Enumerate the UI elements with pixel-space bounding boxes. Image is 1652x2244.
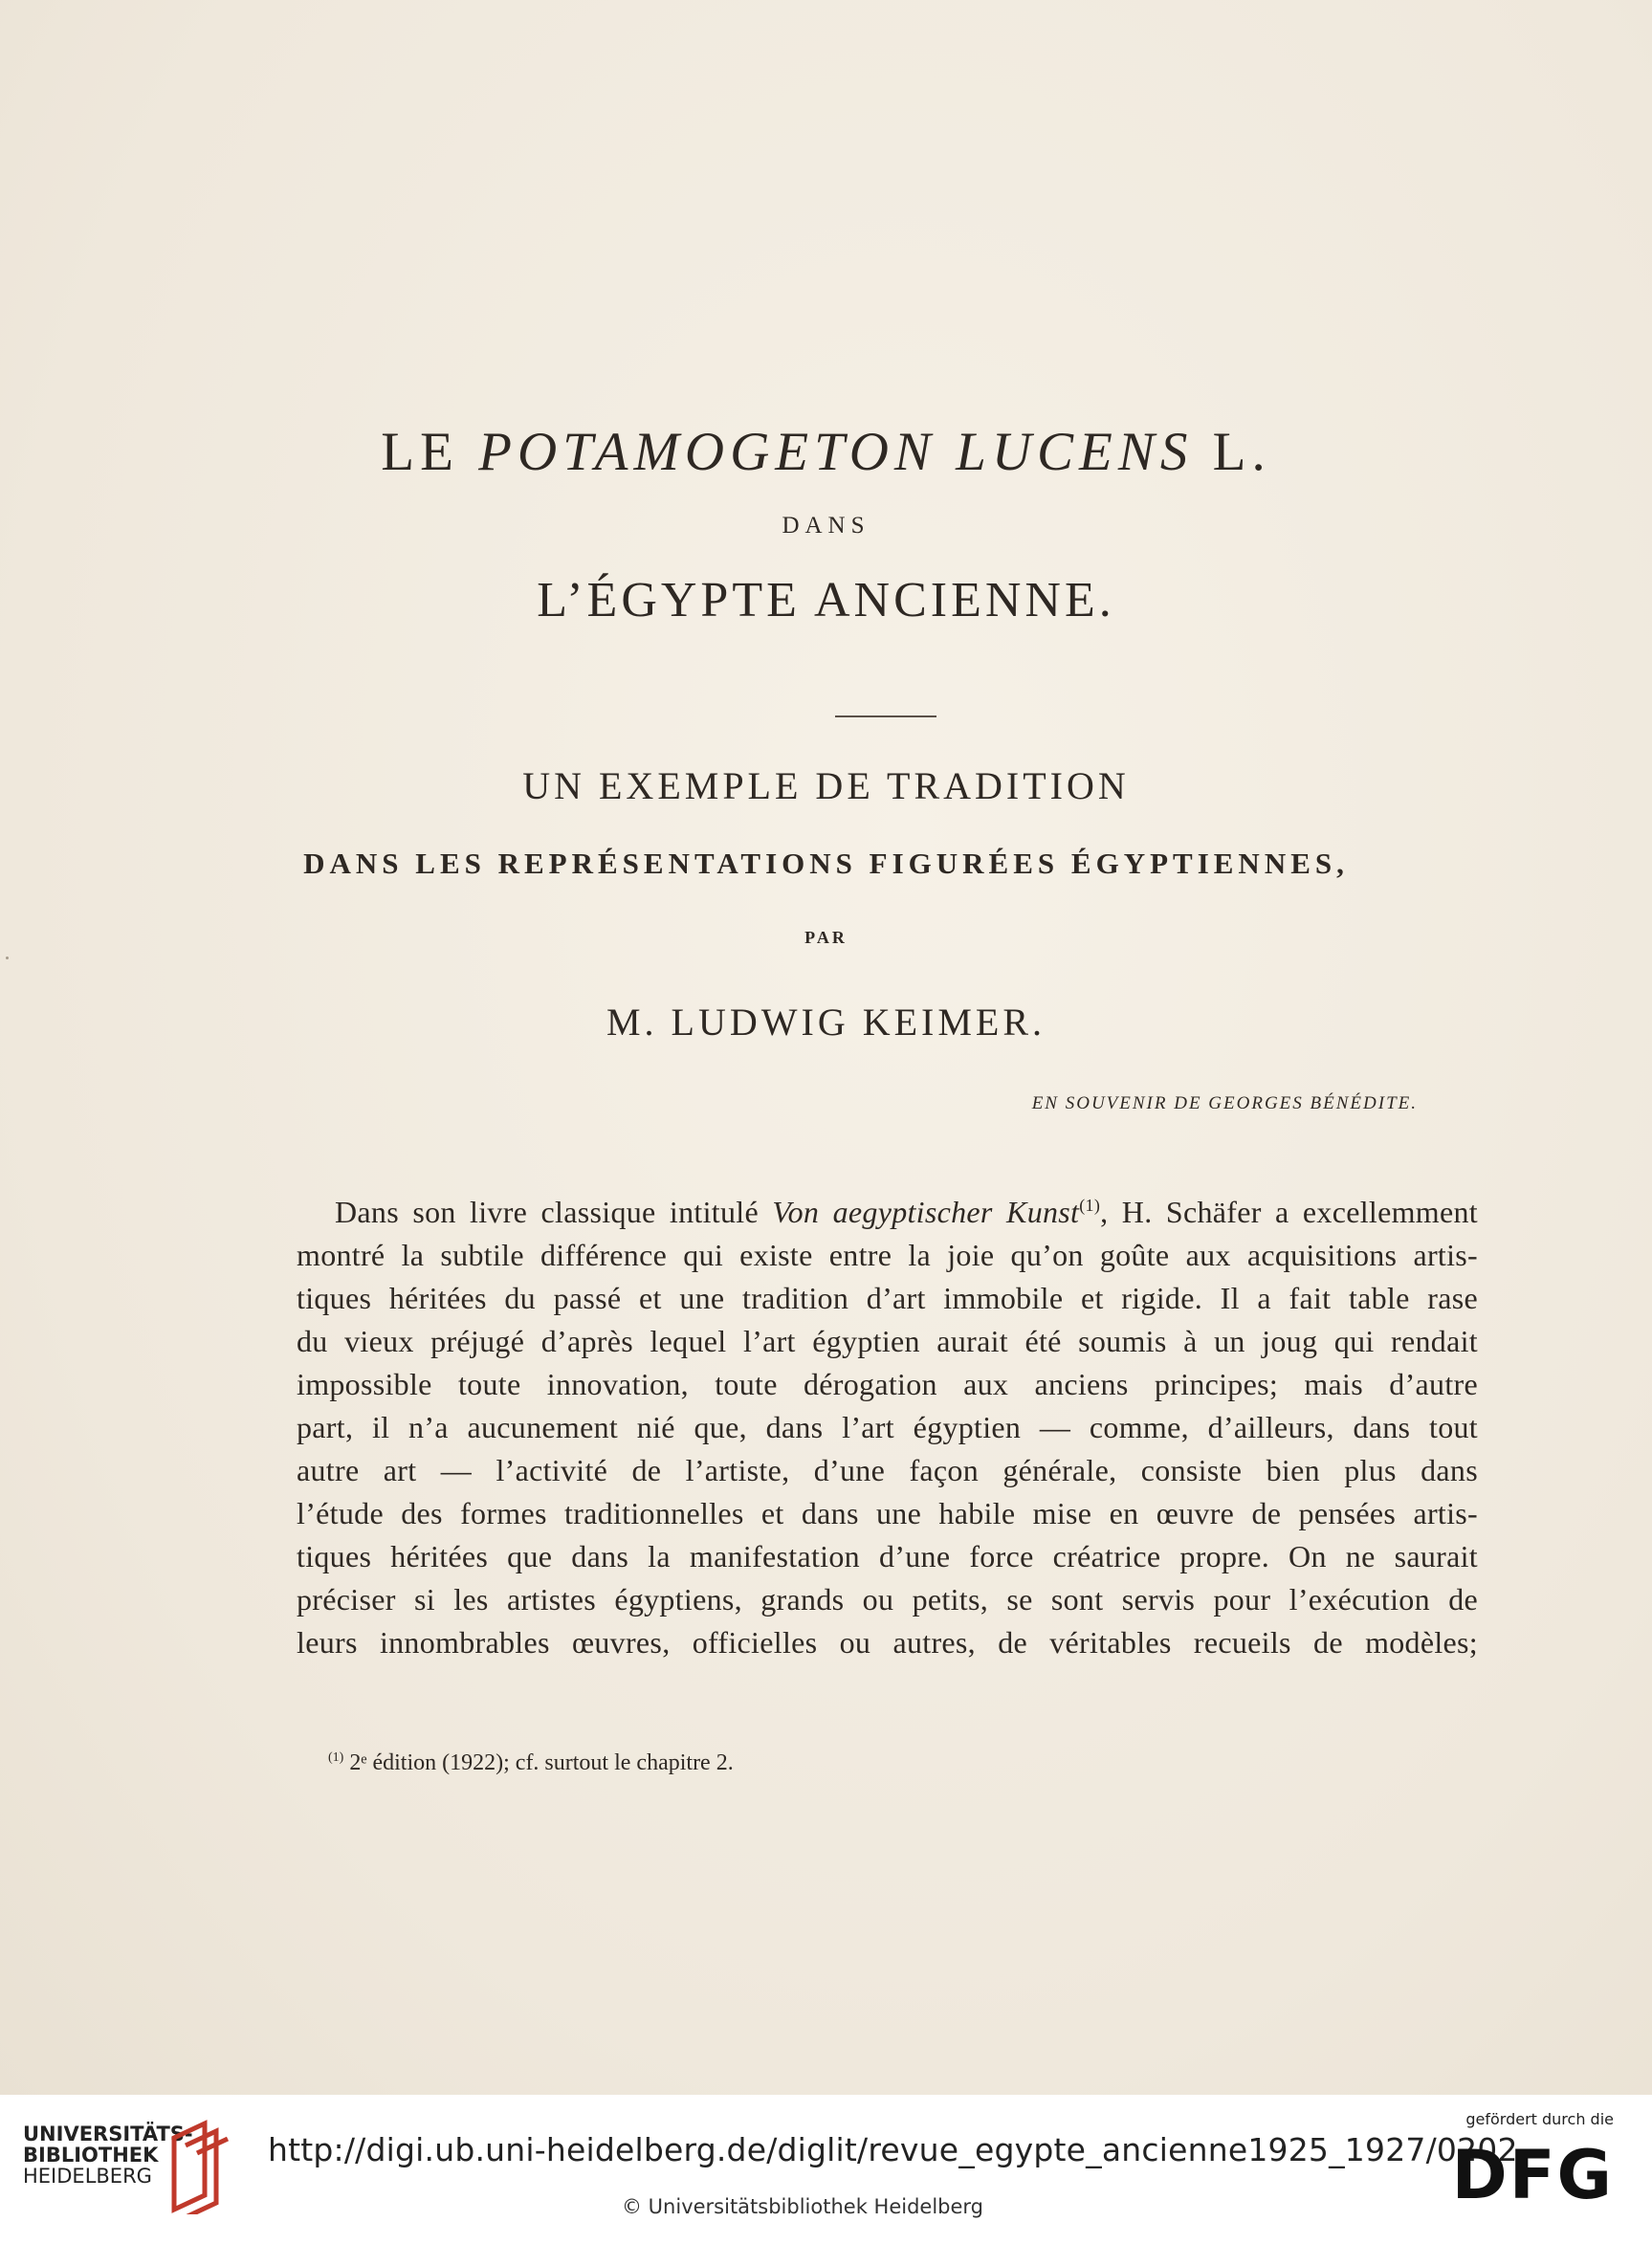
body-line: préciser si les artistes égyptiens, grands ou petits, se sont servis pour l’exécution de [297,1582,1478,1617]
body-line: part, il n’a aucunement nié que, dans l’art égyptien — comme, d’ailleurs, dans tout [297,1410,1478,1444]
title-italic: POTAMOGETON LUCENS [478,422,1194,482]
margin-speck [6,957,9,959]
subtitle-line1: UN EXEMPLE DE TRADITION [522,764,1130,807]
body-line: montré la subtile différence qui existe entre la joie qu’on goûte aux acquisitions artis- [297,1238,1478,1272]
body-line: tiques héritées du passé et une tradition d’art immobile et rigide. Il a fait table rase [297,1281,1478,1315]
source-url-link[interactable]: http://digi.ub.uni-heidelberg.de/diglit/revue_egypte_ancienne1925_1927/0202 [268,2131,1518,2168]
dfg-logo[interactable]: DFG [1451,2136,1614,2214]
body-line: tiques héritées que dans la manifestation d’une force créatrice propre. On ne saurait [297,1539,1478,1573]
body-paragraph [297,1191,1478,1664]
footnote [328,1750,734,1776]
title-divider [835,715,936,717]
footnote-marker: (1) [328,1750,344,1765]
subtitle-line2: DANS LES REPRÉSENTATIONS FIGURÉES ÉGYPTIENNES, [303,847,1349,880]
body-line: du vieux préjugé d’après lequel l’art égyptien aurait été soumis à un joug qui rendait [297,1324,1478,1358]
body-line: autre art — l’activité de l’artiste, d’une façon générale, consiste bien plus dans [297,1453,1478,1487]
library-name-line3: HEIDELBERG [23,2165,152,2188]
article-title [0,421,1652,483]
body-text-run: Dans son livre classique intitulé [335,1195,773,1229]
title-suffix: L. [1193,422,1271,482]
library-logo-text[interactable] [23,2123,193,2188]
copyright-notice: © Universitätsbibliothek Heidelberg [622,2195,984,2218]
footnote-text: 2ᵉ édition (1922); cf. surtout le chapitre 2. [343,1750,734,1775]
library-name-line1: UNIVERSITÄTS- [23,2123,193,2145]
author-name: M. LUDWIG KEIMER. [606,1001,1046,1044]
body-line: leurs innombrables œuvres, officielles ou autres, de véritables recueils de modèles; [297,1625,1478,1660]
body-text-run: , H. Schäfer a excellemment [1100,1195,1478,1229]
library-logo-icon [165,2119,231,2214]
funding-label: gefördert durch die [1465,2110,1614,2128]
dedication: EN SOUVENIR DE GEORGES BÉNÉDITE. [1031,1093,1418,1113]
title-egypte: L’ÉGYPTE ANCIENNE. [537,573,1115,627]
subtitle-par: PAR [804,928,848,947]
footnote-ref: (1) [1079,1196,1101,1215]
title-prefix: LE [381,422,479,482]
body-line: l’étude des formes traditionnelles et dans une habile mise en œuvre de pensées artis- [297,1496,1478,1530]
digitization-footer [0,2095,1652,2244]
library-name-line2: BIBLIOTHEK [23,2144,159,2167]
body-line [297,1191,1478,1234]
body-line: impossible toute innovation, toute dérogation aux anciens principes; mais d’autre [297,1367,1478,1401]
title-dans: DANS [782,513,870,539]
book-title: Von aegyptischer Kunst [772,1195,1080,1229]
